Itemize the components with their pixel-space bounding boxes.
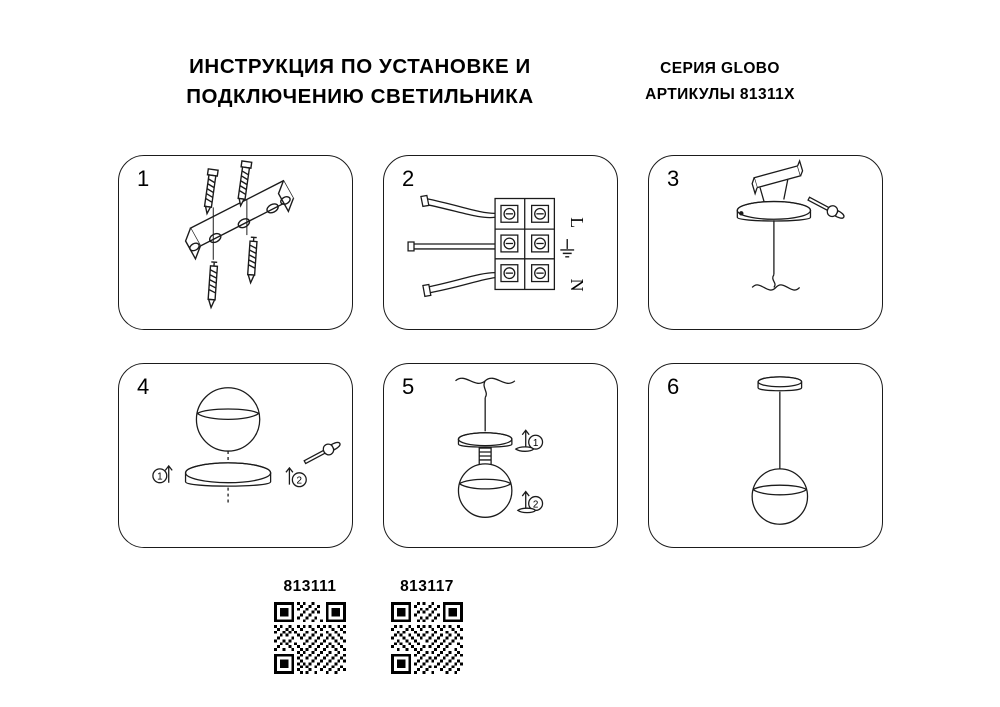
step-number-3: 3 (667, 166, 680, 191)
step-illustration-3 (649, 156, 882, 329)
terminal-label-L: L (567, 217, 588, 229)
callout-label-2: 2 (296, 475, 303, 487)
article-numbers: АРТИКУЛЫ 81311X (645, 86, 795, 103)
qr-code-label: 813117 (400, 578, 454, 595)
series-info (570, 56, 870, 108)
step-panel-5 (383, 363, 618, 548)
qr-code-block-813111 (270, 578, 350, 674)
step-number-4: 4 (137, 374, 150, 399)
step-number-6: 6 (667, 374, 680, 399)
series-name: СЕРИЯ GLOBO (660, 60, 780, 77)
qr-code-block-813117 (387, 578, 467, 674)
page-title-line-1: ИНСТРУКЦИЯ ПО УСТАНОВКЕ И (189, 55, 531, 78)
qr-code-image[interactable] (274, 602, 346, 674)
step-illustration-2 (384, 156, 617, 329)
step-panel-2 (383, 155, 618, 330)
qr-code-label: 813111 (283, 578, 337, 595)
page-title (150, 52, 570, 112)
step-illustration-6 (649, 364, 882, 547)
step-illustration-1 (119, 156, 352, 329)
callout-label-1: 1 (532, 438, 539, 450)
step-illustration-5 (384, 364, 617, 547)
step-panel-1 (118, 155, 353, 330)
terminal-label-N: N (567, 278, 588, 292)
callout-label-2: 2 (532, 499, 539, 511)
step-number-5: 5 (402, 374, 415, 399)
step-number-2: 2 (402, 166, 415, 191)
step-panel-4 (118, 363, 353, 548)
step-panel-6 (648, 363, 883, 548)
step-number-1: 1 (137, 166, 150, 191)
step-panel-3 (648, 155, 883, 330)
step-illustration-4 (119, 364, 352, 547)
callout-label-1: 1 (157, 471, 163, 483)
qr-code-image[interactable] (391, 602, 463, 674)
page-title-line-2: ПОДКЛЮЧЕНИЮ СВЕТИЛЬНИКА (186, 85, 534, 108)
